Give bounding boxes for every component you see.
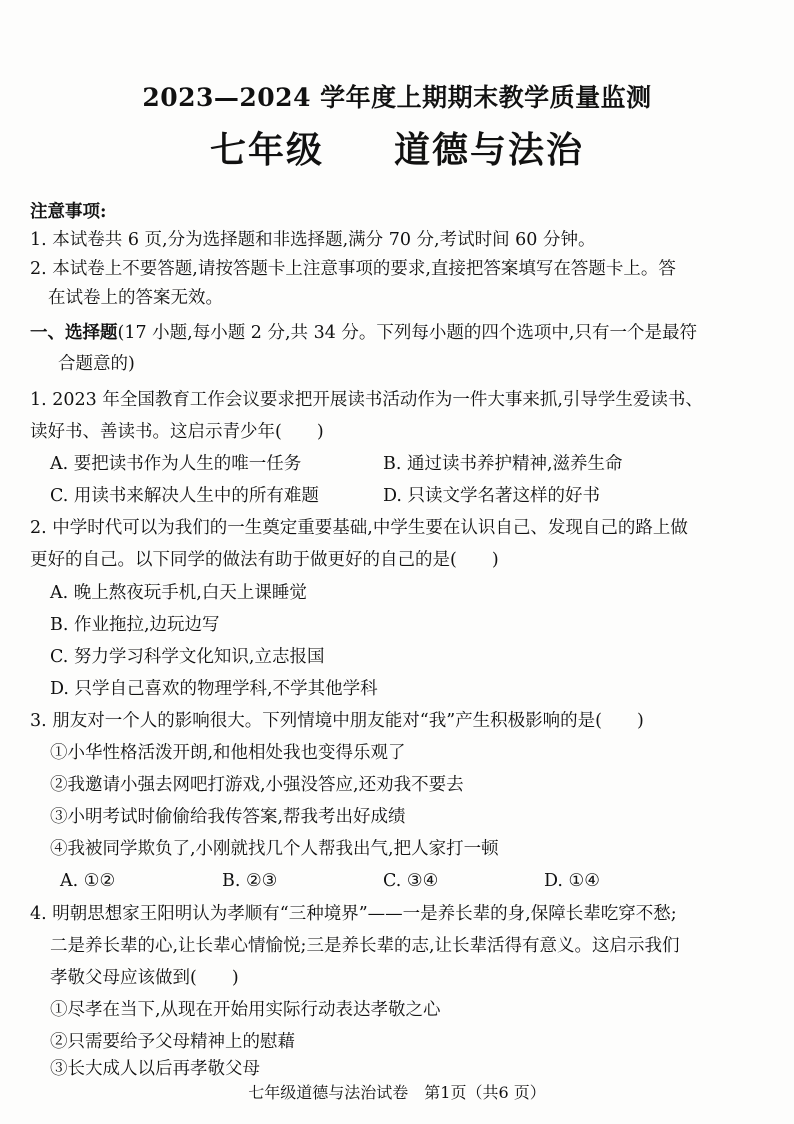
- q3-option-a: A. ①②: [60, 871, 116, 891]
- subject-label: 道德与法治: [394, 129, 585, 171]
- q3-statement-3: ③小明考试时偷偷给我传答案,帮我考出好成绩: [50, 807, 406, 827]
- section-heading: [30, 321, 697, 345]
- q4-statement-1: ①尽孝在当下,从现在开始用实际行动表达孝敬之心: [50, 1000, 441, 1020]
- section-desc: (17 小题,每小题 2 分,共 34 分。下列每小题的四个选项中,只有一个是最符: [117, 323, 697, 343]
- q4-statement-3: ③长大成人以后再孝敬父母: [50, 1059, 260, 1079]
- q3-option-c: C. ③④: [383, 871, 439, 891]
- q4-statement-2: ②只需要给予父母精神上的慰藉: [50, 1032, 295, 1052]
- q2-option-c: C. 努力学习科学文化知识,立志报国: [50, 647, 325, 667]
- q1-option-b: B. 通过读书养护精神,滋养生命: [383, 454, 623, 474]
- q2-option-b: B. 作业拖拉,边玩边写: [50, 615, 220, 635]
- exam-subtitle: [0, 122, 794, 173]
- q3-statement-2: ②我邀请小强去网吧打游戏,小强没答应,还劝我不要去: [50, 775, 464, 795]
- q3-statement-1: ①小华性格活泼开朗,和他相处我也变得乐观了: [50, 743, 406, 763]
- notice-heading: 注意事项:: [30, 202, 107, 222]
- q1-option-a: A. 要把读书作为人生的唯一任务: [50, 454, 302, 474]
- q1-option-c: C. 用读书来解决人生中的所有难题: [50, 486, 319, 506]
- q3-option-d: D. ①④: [544, 871, 600, 891]
- notice-item-2: 2. 本试卷上不要答题,请按答题卡上注意事项的要求,直接把答案填写在答题卡上。答: [30, 259, 676, 279]
- q4-stem-cont-1: 二是养长辈的心,让长辈心情愉悦;三是养长辈的志,让长辈活得有意义。这启示我们: [50, 936, 680, 956]
- section-desc-cont: 合题意的): [58, 354, 135, 374]
- exam-title: 2023—2024 学年度上期期末教学质量监测: [142, 83, 652, 112]
- q1-stem: 1. 2023 年全国教育工作会议要求把开展读书活动作为一件大事来抓,引导学生爱读书、: [30, 390, 703, 410]
- q2-option-a: A. 晚上熬夜玩手机,白天上课睡觉: [50, 583, 307, 603]
- q3-stem: 3. 朋友对一个人的影响很大。下列情境中朋友能对“我”产生积极影响的是( ): [30, 711, 644, 731]
- q3-statement-4: ④我被同学欺负了,小刚就找几个人帮我出气,把人家打一顿: [50, 839, 499, 859]
- q1-option-d: D. 只读文学名著这样的好书: [383, 486, 601, 506]
- grade-label: 七年级: [209, 129, 324, 171]
- q1-stem-cont: 读好书、善读书。这启示青少年( ): [30, 422, 324, 442]
- page-footer: 七年级道德与法治试卷 第1页（共6 页）: [248, 1083, 546, 1102]
- q4-stem-cont-2: 孝敬父母应该做到( ): [50, 968, 239, 988]
- q4-stem: 4. 明朝思想家王阳明认为孝顺有“三种境界”——一是养长辈的身,保障长辈吃穿不愁;: [30, 904, 677, 924]
- q3-option-b: B. ②③: [222, 871, 278, 891]
- section-title: 一、选择题: [30, 323, 118, 343]
- notice-item-1: 1. 本试卷共 6 页,分为选择题和非选择题,满分 70 分,考试时间 60 分钟。: [30, 230, 596, 250]
- q2-stem: 2. 中学时代可以为我们的一生奠定重要基础,中学生要在认识自己、发现自己的路上做: [30, 518, 688, 538]
- q2-option-d: D. 只学自己喜欢的物理学科,不学其他学科: [50, 679, 378, 699]
- notice-item-2-cont: 在试卷上的答案无效。: [48, 288, 223, 308]
- q2-stem-cont: 更好的自己。以下同学的做法有助于做更好的自己的是( ): [30, 550, 499, 570]
